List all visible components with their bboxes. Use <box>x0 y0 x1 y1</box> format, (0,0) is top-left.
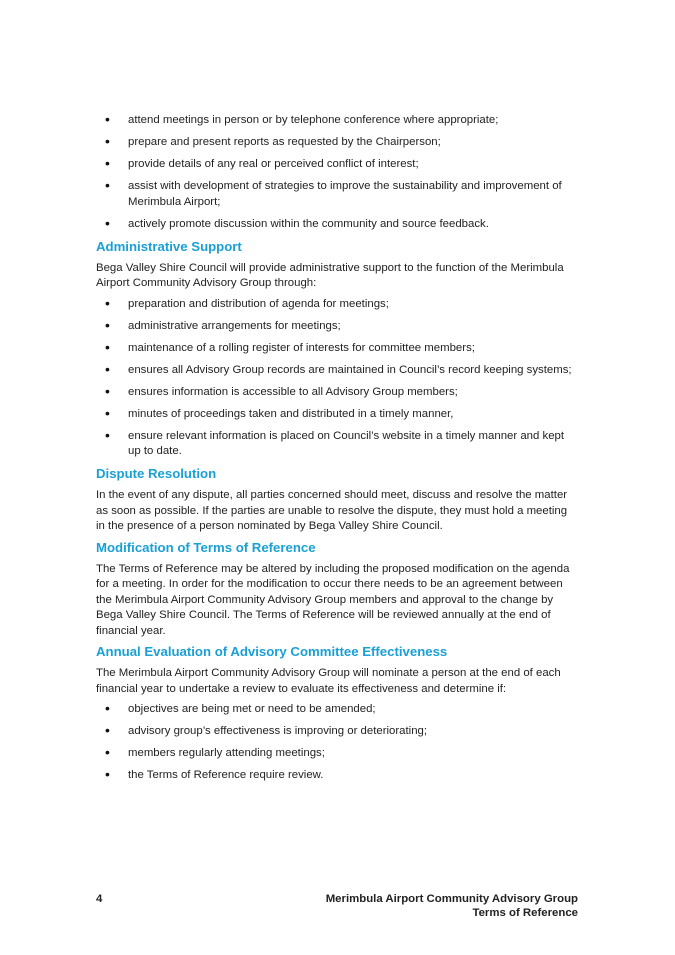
footer-title <box>326 893 578 920</box>
responsibilities-list <box>96 113 578 232</box>
list-item: • minutes of proceedings taken and distributed in a timely manner, <box>96 407 578 423</box>
list-item: • administrative arrangements for meetings; <box>96 319 578 335</box>
section-heading-modification: Modification of Terms of Reference <box>96 539 316 555</box>
page-number: 4 <box>96 893 103 905</box>
section-heading-administrative-support: Administrative Support <box>96 238 242 254</box>
list-item: • provide details of any real or perceived conflict of interest; <box>96 157 578 173</box>
list-item: • attend meetings in person or by telephone conference where appropriate; <box>96 113 578 129</box>
list-item: • prepare and present reports as requested by the Chairperson; <box>96 135 578 151</box>
footer-title-line2: Terms of Reference <box>472 906 578 919</box>
modification-text: The Terms of Reference may be altered by including the proposed modification on the agenda for a meeting. In order for the modification to occur there needs to be an agreement between the Merimbula Airport Community Advisory Group members and approval to the change by Bega Valley Shire Council. The Terms of Reference will be reviewed annually at the end of financial year. <box>96 562 570 637</box>
section-heading-dispute-resolution: Dispute Resolution <box>96 466 217 481</box>
admin-intro: Bega Valley Shire Council will provide administrative support to the function of the Merimbula Airport Community Advisory Group through: <box>96 261 564 289</box>
list-item: • ensure relevant information is placed on Council’s website in a timely manner and kept up to date. <box>96 429 578 460</box>
footer-title-line1: Merimbula Airport Community Advisory Group <box>325 893 578 905</box>
admin-list <box>96 297 578 460</box>
list-item: • objectives are being met or need to be amended; <box>96 702 578 718</box>
dispute-text: In the event of any dispute, all parties concerned should meet, discuss and resolve the matter as soon as possible. If the parties are unable to resolve the dispute, they must hold a meeting in the presence of a person nominated by Bega Valley Shire Council. <box>96 489 568 532</box>
list-item: • ensures information is accessible to all Advisory Group members; <box>96 385 578 401</box>
evaluation-list <box>96 702 578 784</box>
list-item: • assist with development of strategies to improve the sustainability and improvement of Merimbula Airport; <box>96 179 578 210</box>
list-item: • actively promote discussion within the community and source feedback. <box>96 217 578 233</box>
list-item: • ensures all Advisory Group records are maintained in Council’s record keeping systems; <box>96 363 578 379</box>
list-item: • advisory group’s effectiveness is improving or deteriorating; <box>96 724 578 740</box>
document-body <box>96 113 578 790</box>
list-item: • the Terms of Reference require review. <box>96 768 578 784</box>
section-heading-annual-evaluation: Annual Evaluation of Advisory Committee Effectiveness <box>96 644 448 659</box>
evaluation-intro: The Merimbula Airport Community Advisory Group will nominate a person at the end of each financial year to undertake a review to evaluate its effectiveness and determine if: <box>96 667 561 695</box>
list-item: • members regularly attending meetings; <box>96 746 578 762</box>
list-item: • preparation and distribution of agenda for meetings; <box>96 297 578 313</box>
list-item: • maintenance of a rolling register of interests for committee members; <box>96 341 578 357</box>
